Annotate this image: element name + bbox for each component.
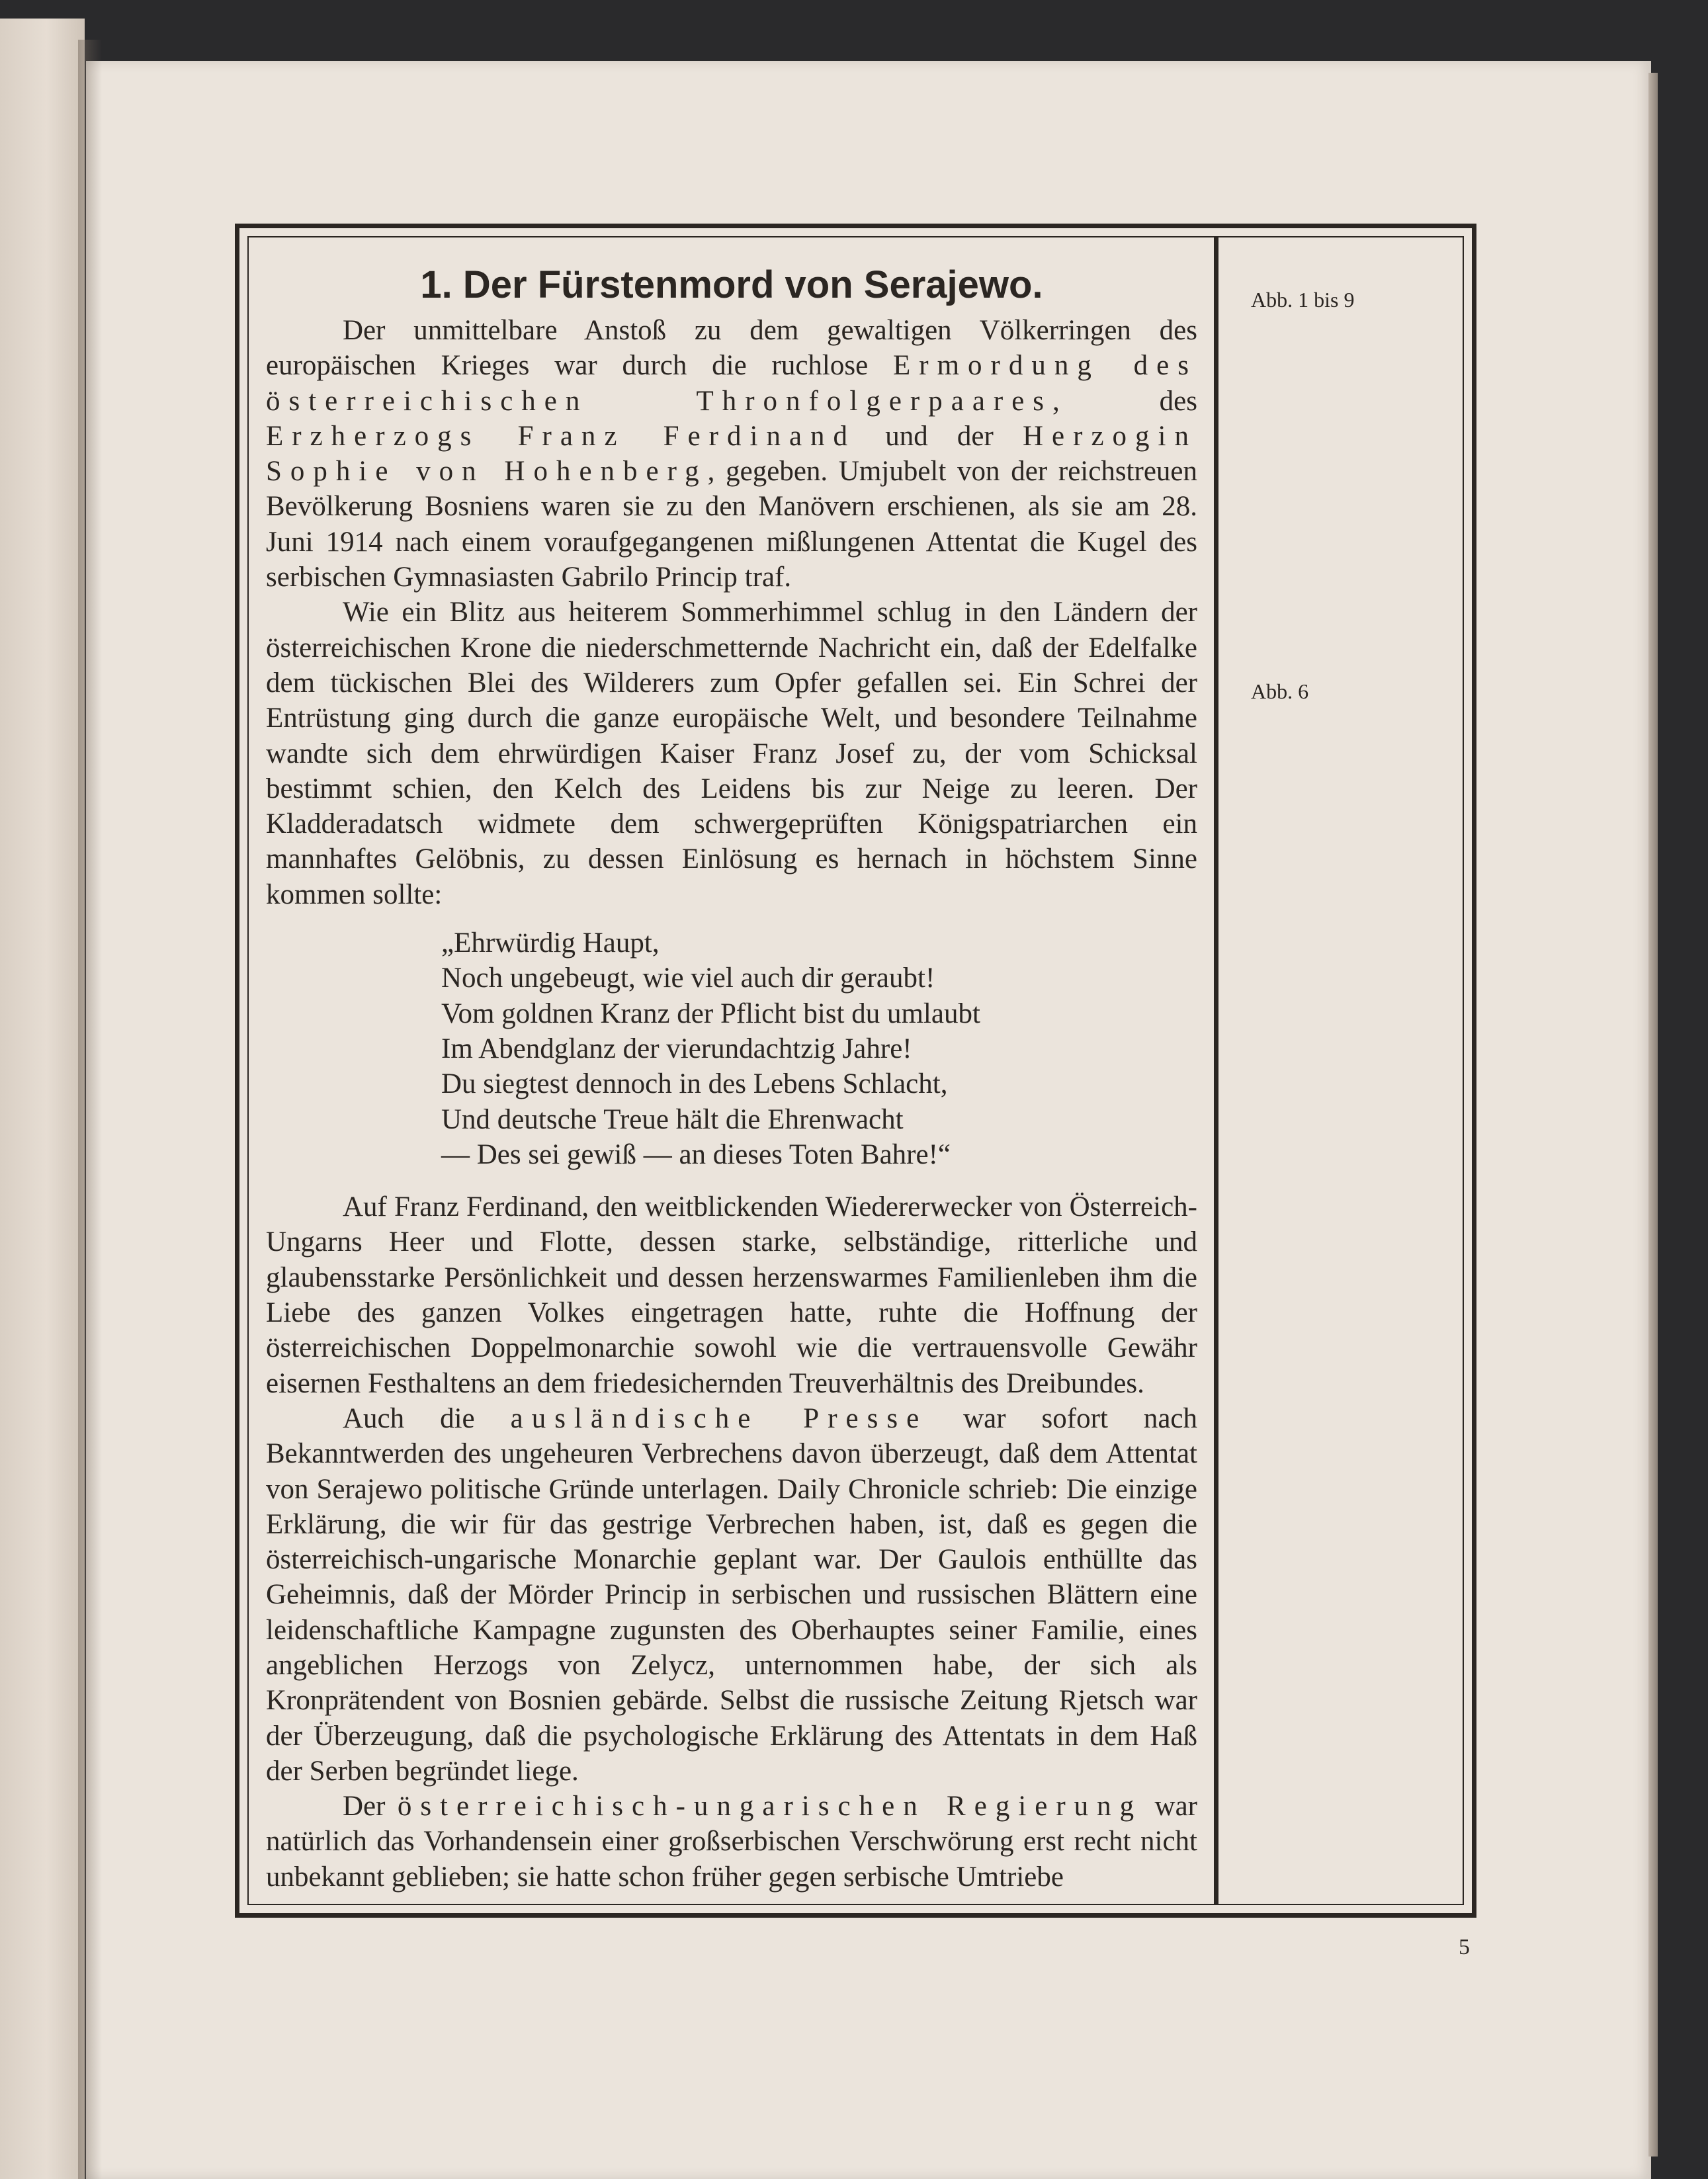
book-gutter xyxy=(78,40,102,2179)
spaced-emphasis: Herzogin Sophie von Hohenberg xyxy=(266,420,1197,488)
previous-page-edge xyxy=(0,19,85,2179)
column-divider xyxy=(1214,236,1218,1905)
chapter-title: 1. Der Fürstenmord von Serajewo. xyxy=(420,263,1043,306)
page-number: 5 xyxy=(1459,1935,1470,1959)
text-run: war natürlich das Vorhandensein einer großserbischen Verschwörung erst recht nicht unbekannt geblieben; sie hatte schon früher gegen serbische Umtriebe xyxy=(266,1791,1197,1893)
text-run: Auch die xyxy=(343,1402,511,1434)
text-run: , des xyxy=(1052,385,1197,417)
text-run: Auf Franz Ferdinand, den weitblickenden Wiedererwecker von Österreich-Ungarns Heer und Flotte, dessen starke, selbständige, ritterliche und glaubensstarke Persönlichkeit und dessen herzenswarmes Familienleben ihm die Liebe des ganzen Volkes eingetragen hatte, ruhte die Hoffnung der österreichischen Doppelmonarchie sowohl wie die vertrauensvolle Gewähr eisernen Festhaltens an dem friedesichernden Treuverhältnis des Dreibundes. xyxy=(266,1191,1197,1399)
spaced-emphasis: österreichisch-ungarischen Regierung xyxy=(397,1791,1143,1822)
text-run: und der xyxy=(856,420,1023,452)
main-column xyxy=(266,260,1197,1895)
paragraphs-before-poem xyxy=(266,313,1197,912)
poem-line: „Ehrwürdig Haupt, xyxy=(441,927,660,959)
page-edge xyxy=(1648,73,1658,2157)
text-run: Wie ein Blitz aus heiterem Sommerhimmel schlug in den Ländern der österreichischen Krone die niederschmetternde Nachricht ein, daß der Edelfalke dem tückischen Blei des Wilderers zum Opfer gefallen sei. Ein Schrei der Entrüstung ging durch die ganze europäische Welt, und besondere Teilnahme wandte sich dem ehrwürdigen Kaiser Franz Josef zu, der vom Schicksal bestimmt schien, den Kelch des Leidens bis zur Neige zu leeren. Der Kladderadatsch widmete dem schwergeprüften Königspatriarchen ein mannhaftes Gelöbnis, zu dessen Einlösung es hernach in höchstem Sinne kommen sollte: xyxy=(266,597,1197,910)
margin-note-abb-1-9: Abb. 1 bis 9 xyxy=(1251,288,1355,312)
margin-note-abb-6: Abb. 6 xyxy=(1251,679,1309,703)
text-run: war sofort nach Bekanntwerden des ungeheuren Verbrechens davon überzeugt, daß dem Attentat von Serajewo politische Gründe unterlagen. Daily Chronicle schrieb: Die einzige Erklärung, die wir für das gestrige Verbrechen haben, ist, daß es gegen die österreichisch-ungarische Monarchie geplant war. Der Gaulois enthüllte das Geheimnis, daß der Mörder Princip in serbischen und russischen Blättern eine leidenschaftliche Kampagne zugunsten des Oberhauptes seiner Familie, eines angeblichen Herzogs von Zelycz, unternommen habe, der sich als Kronprätendent von Bosnien gebärde. Selbst die russische Zeitung Rjetsch war der Überzeugung, daß die psychologische Erklärung des Attentats in dem Haß der Serben begründet liege. xyxy=(266,1402,1198,1787)
poem-line: Und deutsche Treue hält die Ehrenwacht xyxy=(441,1103,904,1135)
paragraphs-after-poem xyxy=(266,1189,1197,1895)
poem-line: Noch ungebeugt, wie viel auch dir geraubt! xyxy=(441,962,935,994)
poem-line: — Des sei gewiß — an dieses Toten Bahre!“ xyxy=(441,1138,951,1170)
poem-line: Du siegtest dennoch in des Lebens Schlacht, xyxy=(441,1068,948,1100)
paragraph xyxy=(266,313,1197,595)
text-frame xyxy=(235,224,1476,1918)
paragraph xyxy=(266,595,1197,912)
poem-line: Im Abendglanz der vierundachtzig Jahre! xyxy=(441,1033,912,1064)
text-run: , gegeben. Umjubelt von der reichstreuen Bevölkerung Bosniens waren sie zu den Manövern erschienen, als sie am 28. Juni 1914 nach einem voraufgegangenen mißlungenen Attentat die Kugel des serbischen Gymnasiasten Gabrilo Princip traf. xyxy=(266,456,1197,593)
paragraph xyxy=(266,1189,1197,1401)
poem-line: Vom goldnen Kranz der Pflicht bist du umlaubt xyxy=(441,998,980,1029)
text-run: Der xyxy=(343,1791,398,1822)
paragraph xyxy=(266,1401,1197,1789)
spaced-emphasis: Erzherzogs Franz Ferdinand xyxy=(266,420,857,452)
spaced-emphasis: Ermordung des österreichischen Thronfolgerpaares xyxy=(266,350,1197,417)
poem xyxy=(441,925,1197,1172)
spaced-emphasis: ausländische Presse xyxy=(510,1402,928,1434)
text-run: Der unmittelbare Anstoß zu dem gewaltigen Völkerringen des europäischen Krieges war durch die ruchlose xyxy=(266,315,1197,382)
paragraph xyxy=(266,1789,1197,1895)
